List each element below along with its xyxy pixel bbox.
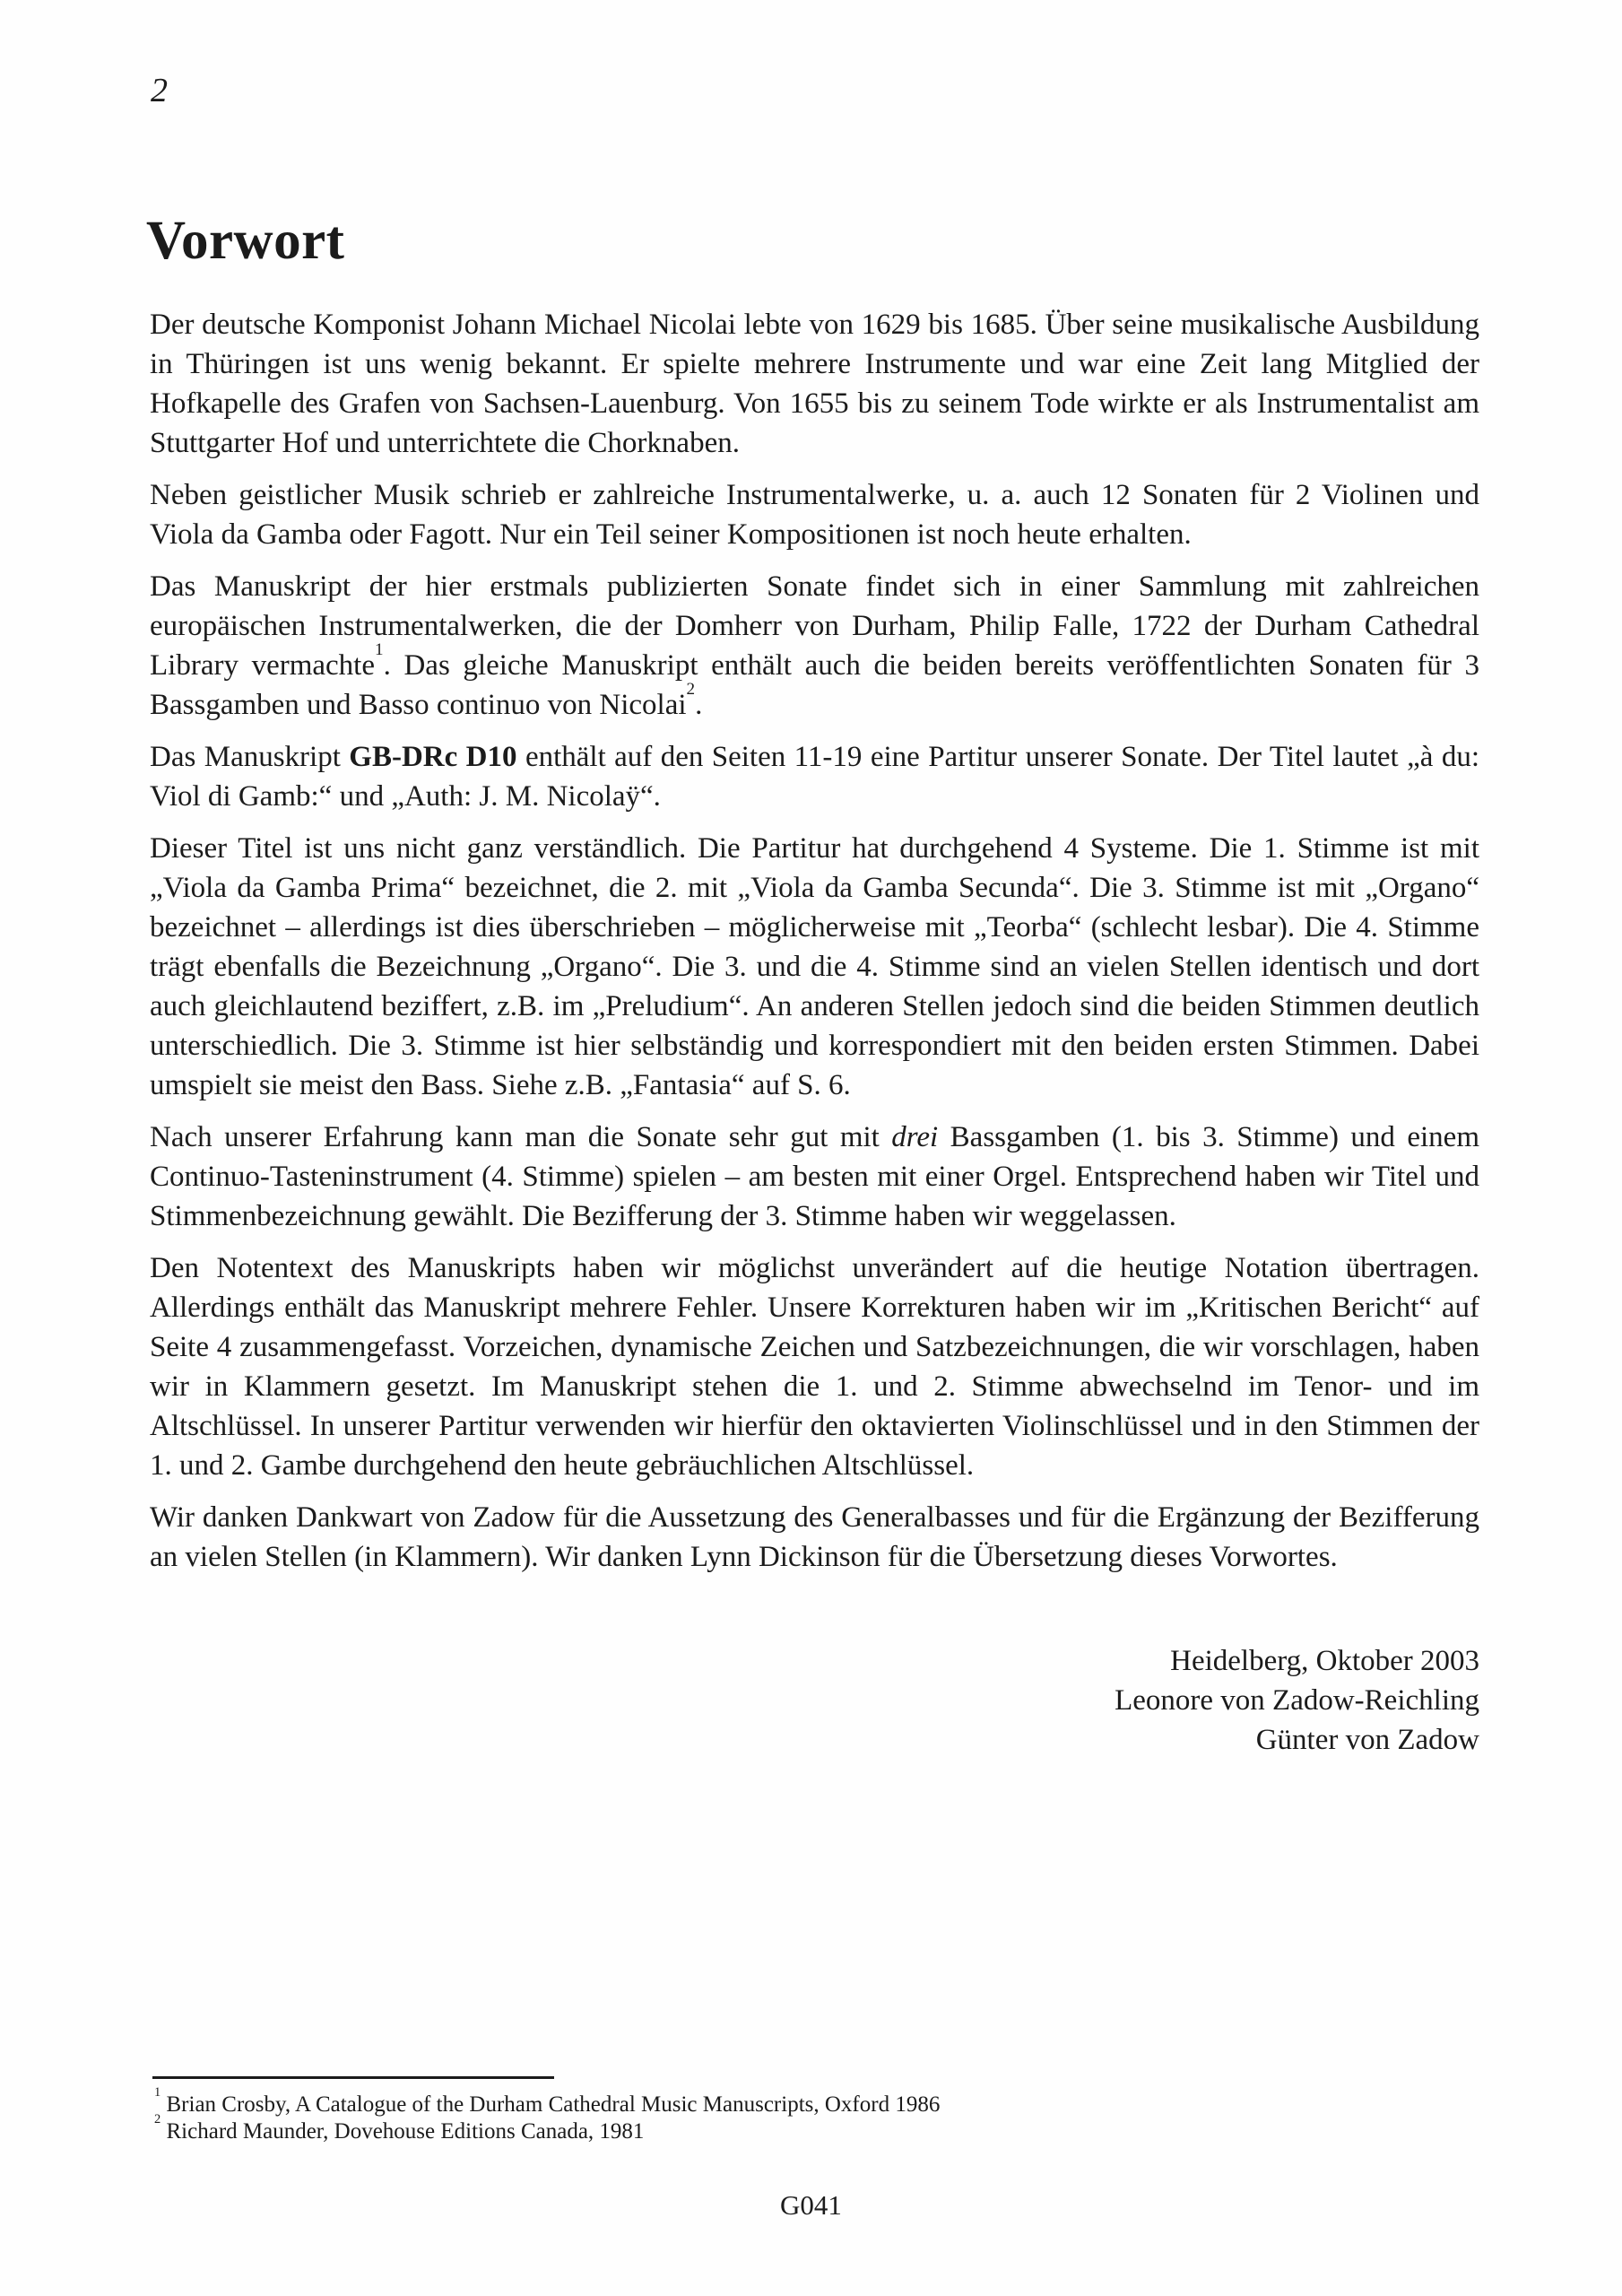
text-run: Der deutsche Komponist Johann Michael Nicolai lebte von 1629 bis 1685. Über seine musikalische Ausbildung in Thüringen ist uns wenig bekannt. Er spielte mehrere Instrumente und war eine Zeit lang Mitglied der Hofkapelle des Grafen von Sachsen-Lauenburg. Von 1655 bis zu seinem Tode wirkte er als Instrumentalist am Stuttgarter Hof und unterrichtete die Chorknaben. bbox=[150, 309, 1479, 459]
footnote-reference: 2 bbox=[686, 680, 696, 700]
footnote-text: Brian Crosby, A Catalogue of the Durham Cathedral Music Manuscripts, Oxford 1986 bbox=[160, 2092, 941, 2117]
footnote bbox=[154, 2112, 1484, 2145]
text-run: Dieser Titel ist uns nicht ganz verständlich. Die Partitur hat durchgehend 4 Systeme. Die 1. Stimme ist mit „Viola da Gamba Prima“ bezeichnet, die 2. mit „Viola da Gamba Secunda“. Die 3. Stimme ist mit „Organo“ bezeichnet – allerdings ist dies überschrieben – möglicherweise mit „Teorba“ (schlecht lesbar). Die 4. Stimme trägt ebenfalls die Bezeichnung „Organo“. Die 3. und die 4. Stimme sind an vielen Stellen identisch und dort auch gleichlautend beziffert, z.B. im „Preludium“. An anderen Stellen jedoch sind die beiden Stimmen deutlich unterschiedlich. Die 3. Stimme ist hier selbständig und korrespondiert mit den beiden ersten Stimmen. Dabei umspielt sie meist den Bass. Siehe z.B. „Fantasia“ auf S. 6. bbox=[150, 832, 1479, 1101]
text-run: Wir danken Dankwart von Zadow für die Aussetzung des Generalbasses und für die Ergänzung der Bezifferung an vielen Stellen (in Klammern). Wir danken Lynn Dickinson für die Übersetzung dieses Vorwortes. bbox=[150, 1501, 1479, 1573]
text-run: . bbox=[695, 689, 703, 721]
paragraph bbox=[150, 475, 1479, 554]
paragraph bbox=[150, 737, 1479, 816]
footnote-text: Richard Maunder, Dovehouse Editions Canada, 1981 bbox=[160, 2119, 645, 2144]
footnote-separator bbox=[152, 2076, 554, 2079]
signature-line: Heidelberg, Oktober 2003 bbox=[1170, 1645, 1479, 1677]
page-title: Vorwort bbox=[146, 211, 345, 271]
signature-line: Leonore von Zadow-Reichling bbox=[1115, 1684, 1479, 1717]
footnote-reference: 1 bbox=[375, 640, 384, 660]
text-run: Das Manuskript der hier erstmals publizierten Sonate findet sich in einer Sammlung mit zahlreichen europäischen Instrumentalwerken, die der Domherr von Durham, Philip Falle, 1722 der Durham Cathedral Library vermachte bbox=[150, 570, 1479, 682]
signature-block bbox=[150, 1641, 1479, 1760]
text-run: Den Notentext des Manuskripts haben wir möglichst unverändert auf die heutige Notation übertragen. Allerdings enthält das Manuskript mehrere Fehler. Unsere Korrekturen haben wir im „Kritischen Bericht“ auf Seite 4 zusammengefasst. Vorzeichen, dynamische Zeichen und Satzbezeichnungen, die wir vorschlagen, haben wir in Klammern gesetzt. Im Manuskript stehen die 1. und 2. Stimme abwechselnd im Tenor- und im Altschlüssel. In unserer Partitur verwenden wir hierfür den oktavierten Violinschlüssel und in den Stimmen der 1. und 2. Gambe durchgehend den heute gebräuchlichen Altschlüssel. bbox=[150, 1252, 1479, 1482]
paragraph bbox=[150, 829, 1479, 1105]
footnote bbox=[154, 2085, 1484, 2118]
text-run: enthält auf den Seiten 11-19 eine Partitur unserer Sonate. Der Titel lautet „à du: Viol di Gamb:“ und „Auth: J. M. Nicolaÿ“. bbox=[150, 741, 1479, 813]
text-run: Bassgamben (1. bis 3. Stimme) und einem Continuo-Tasteninstrument (4. Stimme) spielen – am besten mit einer Orgel. Entsprechend haben wir Titel und Stimmenbezeichnung gewählt. Die Bezifferung der 3. Stimme haben wir weggelassen. bbox=[150, 1121, 1479, 1232]
paragraph bbox=[150, 1118, 1479, 1236]
footnote-marker: 1 bbox=[154, 2085, 161, 2100]
text-run: Nach unserer Erfahrung kann man die Sonate sehr gut mit bbox=[150, 1121, 892, 1153]
paragraph bbox=[150, 567, 1479, 725]
paragraph bbox=[150, 1248, 1479, 1485]
catalog-number: G041 bbox=[780, 2189, 842, 2221]
page-number: 2 bbox=[151, 72, 168, 109]
text-run: . Das gleiche Manuskript enthält auch die beiden bereits veröffentlichten Sonaten für 3 Bassgamben und Basso continuo von Nicolai bbox=[150, 649, 1479, 721]
text-run: drei bbox=[891, 1121, 939, 1153]
text-run: Das Manuskript bbox=[150, 741, 350, 773]
footnotes bbox=[154, 2085, 1484, 2145]
footnote-marker: 2 bbox=[154, 2112, 161, 2127]
paragraph bbox=[150, 305, 1479, 463]
body-paragraphs bbox=[150, 305, 1479, 1589]
signature-line: Günter von Zadow bbox=[1255, 1724, 1479, 1756]
paragraph bbox=[150, 1498, 1479, 1577]
text-run: Neben geistlicher Musik schrieb er zahlreiche Instrumentalwerke, u. a. auch 12 Sonaten für 2 Violinen und Viola da Gamba oder Fagott. Nur ein Teil seiner Kompositionen ist noch heute erhalten. bbox=[150, 479, 1479, 551]
text-run: GB-DRc D10 bbox=[349, 741, 517, 773]
